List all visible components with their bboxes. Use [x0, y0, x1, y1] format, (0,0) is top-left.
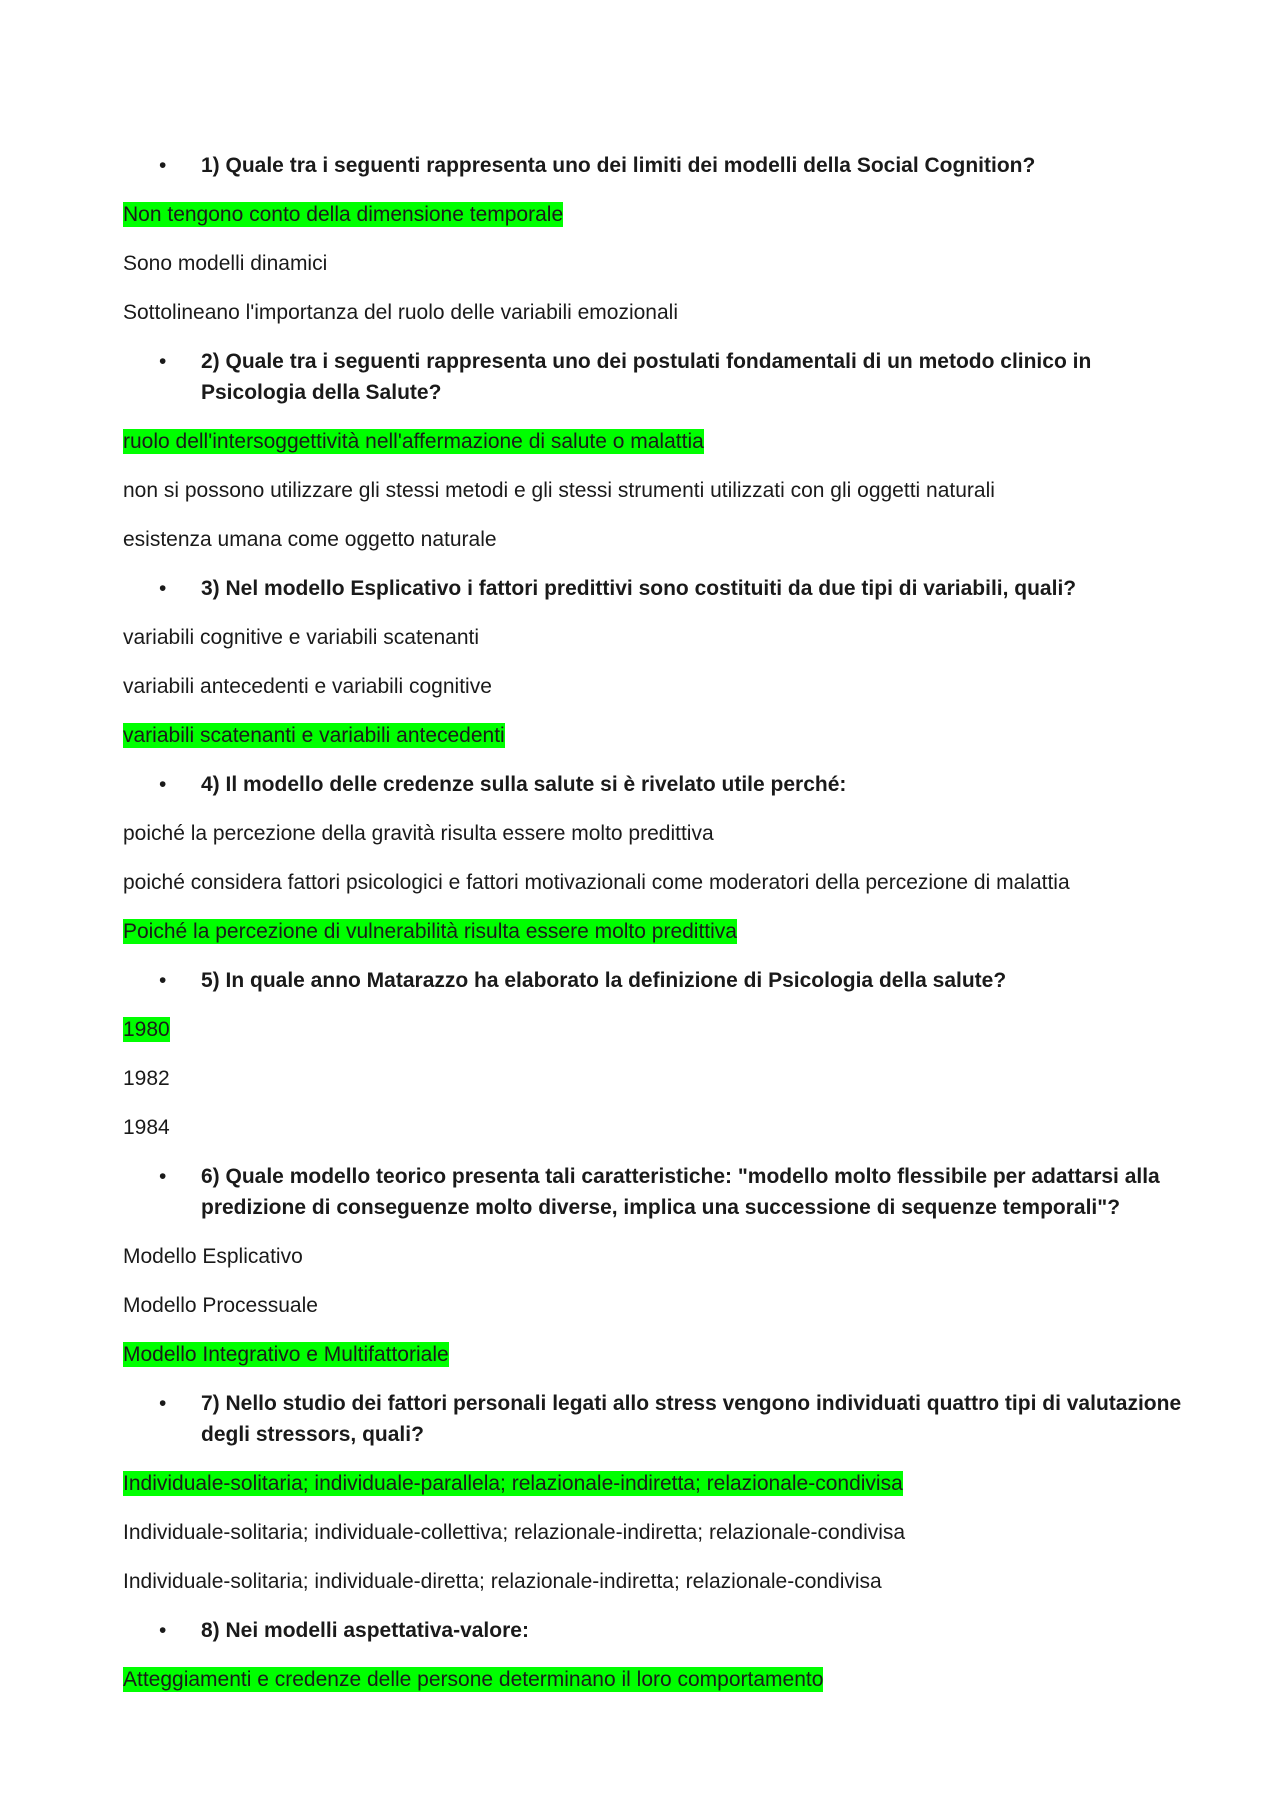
answer-correct — [123, 1664, 1183, 1695]
highlighted-answer-text: Atteggiamenti e credenze delle persone determinano il loro comportamento — [123, 1668, 824, 1691]
answer-text: Individuale-solitaria; individuale-diretta; relazionale-indiretta; relazionale-condivisa — [123, 1570, 882, 1593]
question-1 — [123, 150, 1183, 181]
answer-option — [123, 248, 1183, 279]
answer-option — [123, 1063, 1183, 1094]
answer-correct — [123, 916, 1183, 947]
bullet-icon: • — [159, 773, 167, 796]
bullet-icon: • — [159, 1392, 167, 1415]
question-text: 2) Quale tra i seguenti rappresenta uno dei postulati fondamentali di un metodo clinico in Psicologia della Salute? — [201, 350, 1092, 404]
answer-text: Modello Esplicativo — [123, 1245, 303, 1268]
answer-correct — [123, 199, 1183, 230]
answer-option — [123, 867, 1183, 898]
answer-correct — [123, 1339, 1183, 1370]
question-text: 5) In quale anno Matarazzo ha elaborato la definizione di Psicologia della salute? — [201, 969, 1007, 992]
question-4 — [123, 769, 1183, 800]
answer-option — [123, 475, 1183, 506]
question-text: 7) Nello studio dei fattori personali legati allo stress vengono individuati quattro tipi di valutazione degli stressors, quali? — [201, 1392, 1182, 1446]
highlighted-answer-text: Poiché la percezione di vulnerabilità risulta essere molto predittiva — [123, 920, 737, 943]
highlighted-answer-text: Modello Integrativo e Multifattoriale — [123, 1343, 449, 1366]
answer-correct — [123, 720, 1183, 751]
answer-text: Sono modelli dinamici — [123, 252, 328, 275]
bullet-icon: • — [159, 969, 167, 992]
question-5 — [123, 965, 1183, 996]
bullet-icon: • — [159, 577, 167, 600]
highlighted-answer-text: 1980 — [123, 1018, 170, 1041]
question-3 — [123, 573, 1183, 604]
quiz-list — [123, 150, 1183, 1713]
question-7 — [123, 1388, 1183, 1450]
answer-option — [123, 671, 1183, 702]
answer-correct — [123, 1014, 1183, 1045]
bullet-icon: • — [159, 154, 167, 177]
answer-option — [123, 1290, 1183, 1321]
highlighted-answer-text: Individuale-solitaria; individuale-parallela; relazionale-indiretta; relazionale-condivisa — [123, 1472, 903, 1495]
answer-option — [123, 297, 1183, 328]
answer-text: poiché la percezione della gravità risulta essere molto predittiva — [123, 822, 714, 845]
question-text: 6) Quale modello teorico presenta tali caratteristiche: "modello molto flessibile per adattarsi alla predizione di conseguenze molto diverse, implica una successione di sequenze temporali"? — [201, 1165, 1160, 1219]
answer-text: variabili cognitive e variabili scatenanti — [123, 626, 480, 649]
answer-text: 1982 — [123, 1067, 170, 1090]
bullet-icon: • — [159, 1165, 167, 1188]
answer-option — [123, 1566, 1183, 1597]
question-text: 8) Nei modelli aspettativa-valore: — [201, 1619, 529, 1642]
answer-option — [123, 818, 1183, 849]
question-text: 4) Il modello delle credenze sulla salute si è rivelato utile perché: — [201, 773, 847, 796]
bullet-icon: • — [159, 1619, 167, 1642]
answer-option — [123, 1112, 1183, 1143]
answer-text: variabili antecedenti e variabili cognitive — [123, 675, 492, 698]
answer-option — [123, 1517, 1183, 1548]
question-8 — [123, 1615, 1183, 1646]
highlighted-answer-text: Non tengono conto della dimensione temporale — [123, 203, 564, 226]
answer-text: Individuale-solitaria; individuale-collettiva; relazionale-indiretta; relazionale-condivisa — [123, 1521, 906, 1544]
answer-text: esistenza umana come oggetto naturale — [123, 528, 497, 551]
bullet-icon: • — [159, 350, 167, 373]
answer-option — [123, 622, 1183, 653]
answer-option — [123, 1241, 1183, 1272]
highlighted-answer-text: ruolo dell'intersoggettività nell'affermazione di salute o malattia — [123, 430, 704, 453]
answer-option — [123, 524, 1183, 555]
answer-text: Sottolineano l'importanza del ruolo delle variabili emozionali — [123, 301, 678, 324]
question-text: 1) Quale tra i seguenti rappresenta uno dei limiti dei modelli della Social Cognition? — [201, 154, 1036, 177]
answer-text: poiché considera fattori psicologici e fattori motivazionali come moderatori della percezione di malattia — [123, 871, 1070, 894]
highlighted-answer-text: variabili scatenanti e variabili antecedenti — [123, 724, 505, 747]
answer-correct — [123, 1468, 1183, 1499]
answer-correct — [123, 426, 1183, 457]
question-2 — [123, 346, 1183, 408]
answer-text: 1984 — [123, 1116, 170, 1139]
question-6 — [123, 1161, 1183, 1223]
answer-text: Modello Processuale — [123, 1294, 318, 1317]
question-text: 3) Nel modello Esplicativo i fattori predittivi sono costituiti da due tipi di variabili, quali? — [201, 577, 1077, 600]
answer-text: non si possono utilizzare gli stessi metodi e gli stessi strumenti utilizzati con gli oggetti naturali — [123, 479, 995, 502]
